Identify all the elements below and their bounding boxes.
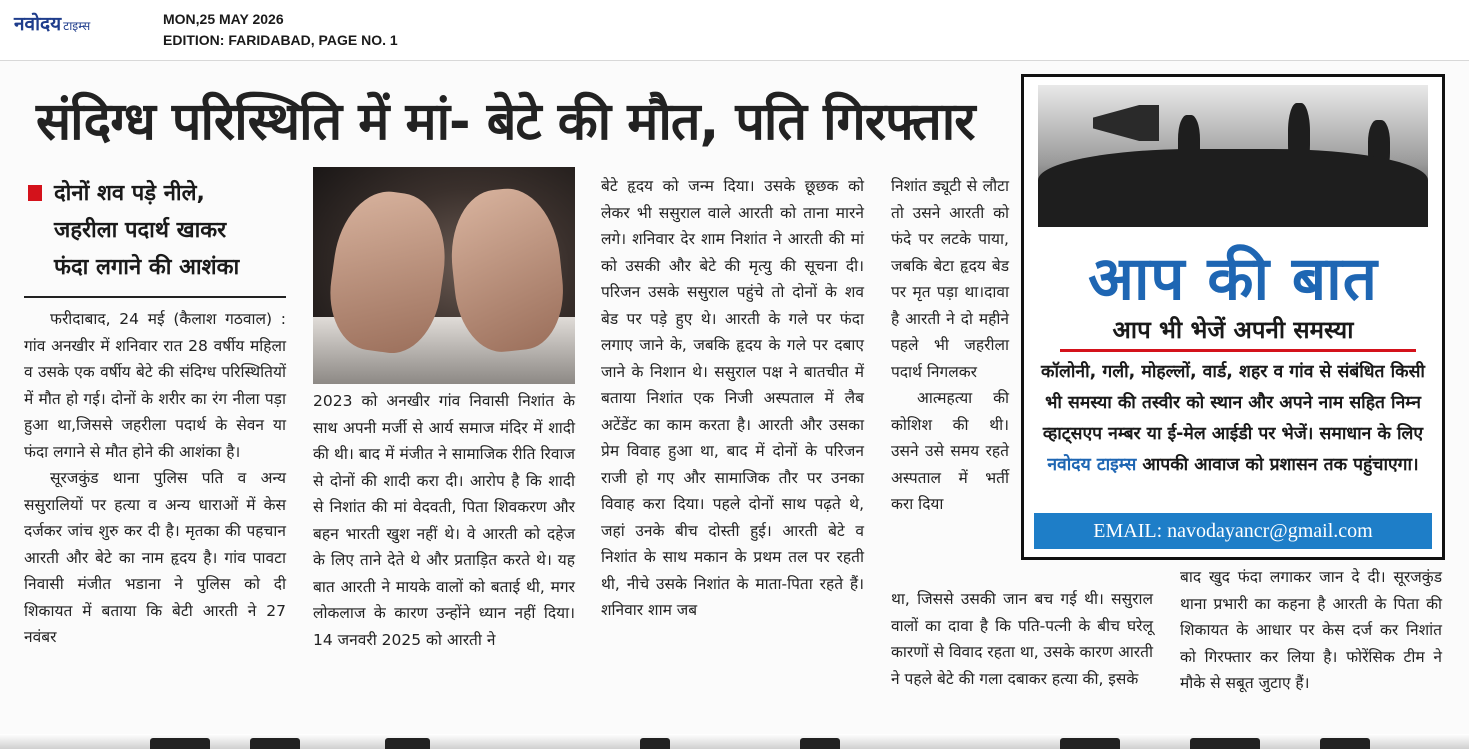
crowd-silhouette (1038, 149, 1428, 227)
aap-ki-baat-rule (1060, 349, 1416, 352)
logo-main: नवोदय (14, 13, 62, 35)
masthead-bar (0, 0, 1469, 58)
article-headline: संदिग्ध परिस्थिति में मां- बेटे की मौत, पति गिरफ्तार (36, 92, 975, 152)
edition-line: EDITION: FARIDABAD, PAGE NO. 1 (163, 32, 398, 48)
article-paragraph: बेटे हृदय को जन्म दिया। उसके छूछक को लेकर भी ससुराल वाले आरती को ताना मारने लगे। शनिवार देर शाम निशांत ने आरती की मां को उसकी और बेटे की मृत्यु की सूचना दी। परिजन उसके ससुराल पहुंचे तो दोनों के शव बेड पर पड़े हुए थे। आरती के गले पर फंदा लगाए जाने के, जबकि हृदय के गले पर दबाए जाने के निशान थे। ससुराल पक्ष ने बातचीत में बताया निशांत एक निजी अस्पताल में लैब अटेंडेंट का काम करता है। आरती और उसका प्रेम विवाह हुआ था, बाद में दोनों के परिजन राजी हो गए और सामाजिक तौर पर उनका विवाह करा दिया। पहले दोनों साथ पढ़ते थे, जहां उनके बीच दोस्ती हुई। आरती बेटे व निशांत के साथ मकान के प्रथम तल पर रहती थी, नीचे उसके निशांत के माता-पिता रहते हैं। शनिवार शाम जब (601, 177, 864, 619)
subheadline-rule (24, 296, 286, 298)
aap-ki-baat-title: आप की बात (1088, 244, 1378, 314)
subheadline-line: दोनों शव पड़े नीले, (54, 181, 205, 206)
article-column-3 (601, 173, 864, 624)
edition-info (163, 9, 398, 51)
subheadline-line: फंदा लगाने की आशंका (54, 255, 240, 280)
article-paragraph: आत्महत्या की कोशिश की थी। उसने उसे समय रहते अस्पताल में भर्ती करा दिया (891, 389, 1009, 513)
aap-ki-baat-box (1021, 74, 1445, 560)
ad-brand-name: नवोदय टाइम्स (1047, 455, 1137, 475)
red-bullet-icon (28, 185, 42, 201)
article-photo (313, 167, 575, 384)
article-column-2 (313, 388, 575, 653)
subheadline-line: जहरीला पदार्थ खाकर (54, 218, 227, 243)
date-line: MON,25 MAY 2026 (163, 11, 284, 27)
article-column-4-top (891, 173, 1009, 518)
protest-photo (1038, 85, 1428, 227)
logo[interactable] (14, 10, 90, 36)
article-paragraph: निशांत ड्यूटी से लौटा तो उसने आरती को फंदे पर लटके पाया, जबकि बेटा हृदय बेड पर मृत पड़ा था।दावा है आरती ने दो महीने पहले भी जहरीला पदार्थ निगलकर (891, 177, 1009, 381)
article-paragraph: फरीदाबाद, 24 मई (कैलाश गठवाल) : गांव अनखीर में शनिवार रात 28 वर्षीय महिला व उसके एक वर्षीय बेटे की संदिग्ध परिस्थितियों में मौत हो गई। दोनों के शरीर का रंग नीला पड़ा हुआ था,जिससे जहरीला पदार्थ के सेवन या फंदा लगाने से मौत होने की आशंका है। (24, 310, 286, 461)
aap-ki-baat-body (1032, 357, 1434, 481)
article-column-5 (1180, 564, 1442, 697)
next-headline-fragment (0, 734, 1469, 749)
logo-sub: टाइम्स (63, 19, 91, 33)
article-subheadline (26, 175, 288, 286)
email-banner[interactable]: EMAIL: navodayancr@gmail.com (1034, 513, 1432, 549)
article-paragraph: सूरजकुंड थाना पुलिस पति व अन्य ससुरालियों पर हत्या व अन्य धाराओं में केस दर्जकर जांच शुरु कर दी है। मृतका की पहचान आरती और बेटे का नाम हृदय है। गांव पावटा निवासी मंजीत भडाना ने पुलिस को दी शिकायत में बताया कि बेटी आरती ने 27 नवंबर (24, 469, 286, 646)
article-paragraph: था, जिससे उसकी जान बच गई थी। ससुराल वालों का दावा है कि पति-पत्नी के बीच घरेलू कारणों से विवाद रहता था, उसके कारण आरती ने पहले बेटे की गला दबाकर हत्या की, इसके (891, 590, 1153, 688)
article-column-1 (24, 306, 286, 651)
article-paragraph: बाद खुद फंदा लगाकर जान दे दी। सूरजकुंड थाना प्रभारी का कहना है आरती के पिता की शिकायत के आधार पर केस दर्ज कर निशांत को गिरफ्तार कर लिया है। फोरेंसिक टीम ने मौके से सबूत जुटाए हैं। (1180, 568, 1442, 692)
megaphone-icon (1093, 105, 1159, 141)
article-paragraph: 2023 को अनखीर गांव निवासी निशांत के साथ अपनी मर्जी से आर्य समाज मंदिर में शादी की थी। बाद में मंजीत ने सामाजिक रीति रिवाज से दोनों की शादी करा दी। आरोप है कि शादी से निशांत की मां वेदवती, पिता शिवकरण और बहन भारती खुश नहीं थे। वे आरती को दहेज के लिए ताने देते थे और प्रताड़ित करते थे। यह बात आरती ने मायके वालों को बताई थी, मगर लोकलाज के कारण उन्होंने ध्यान नहीं दिया। 14 जनवरी 2025 को आरती ने (313, 392, 575, 649)
ad-body-text: आपकी आवाज को प्रशासन तक पहुंचाएगा। (1136, 455, 1419, 475)
article-column-4-bottom (891, 586, 1153, 692)
aap-ki-baat-subtitle: आप भी भेजें अपनी समस्या (1112, 316, 1354, 344)
ad-body-text: कॉलोनी, गली, मोहल्लों, वार्ड, शहर व गांव से संबंधित किसी भी समस्या की तस्वीर को स्थान और अपने नाम सहित निम्न व्हाट्सएप नम्बर या ई-मेल आईडी पर भेजें। समाधान के लिए (1041, 362, 1425, 444)
